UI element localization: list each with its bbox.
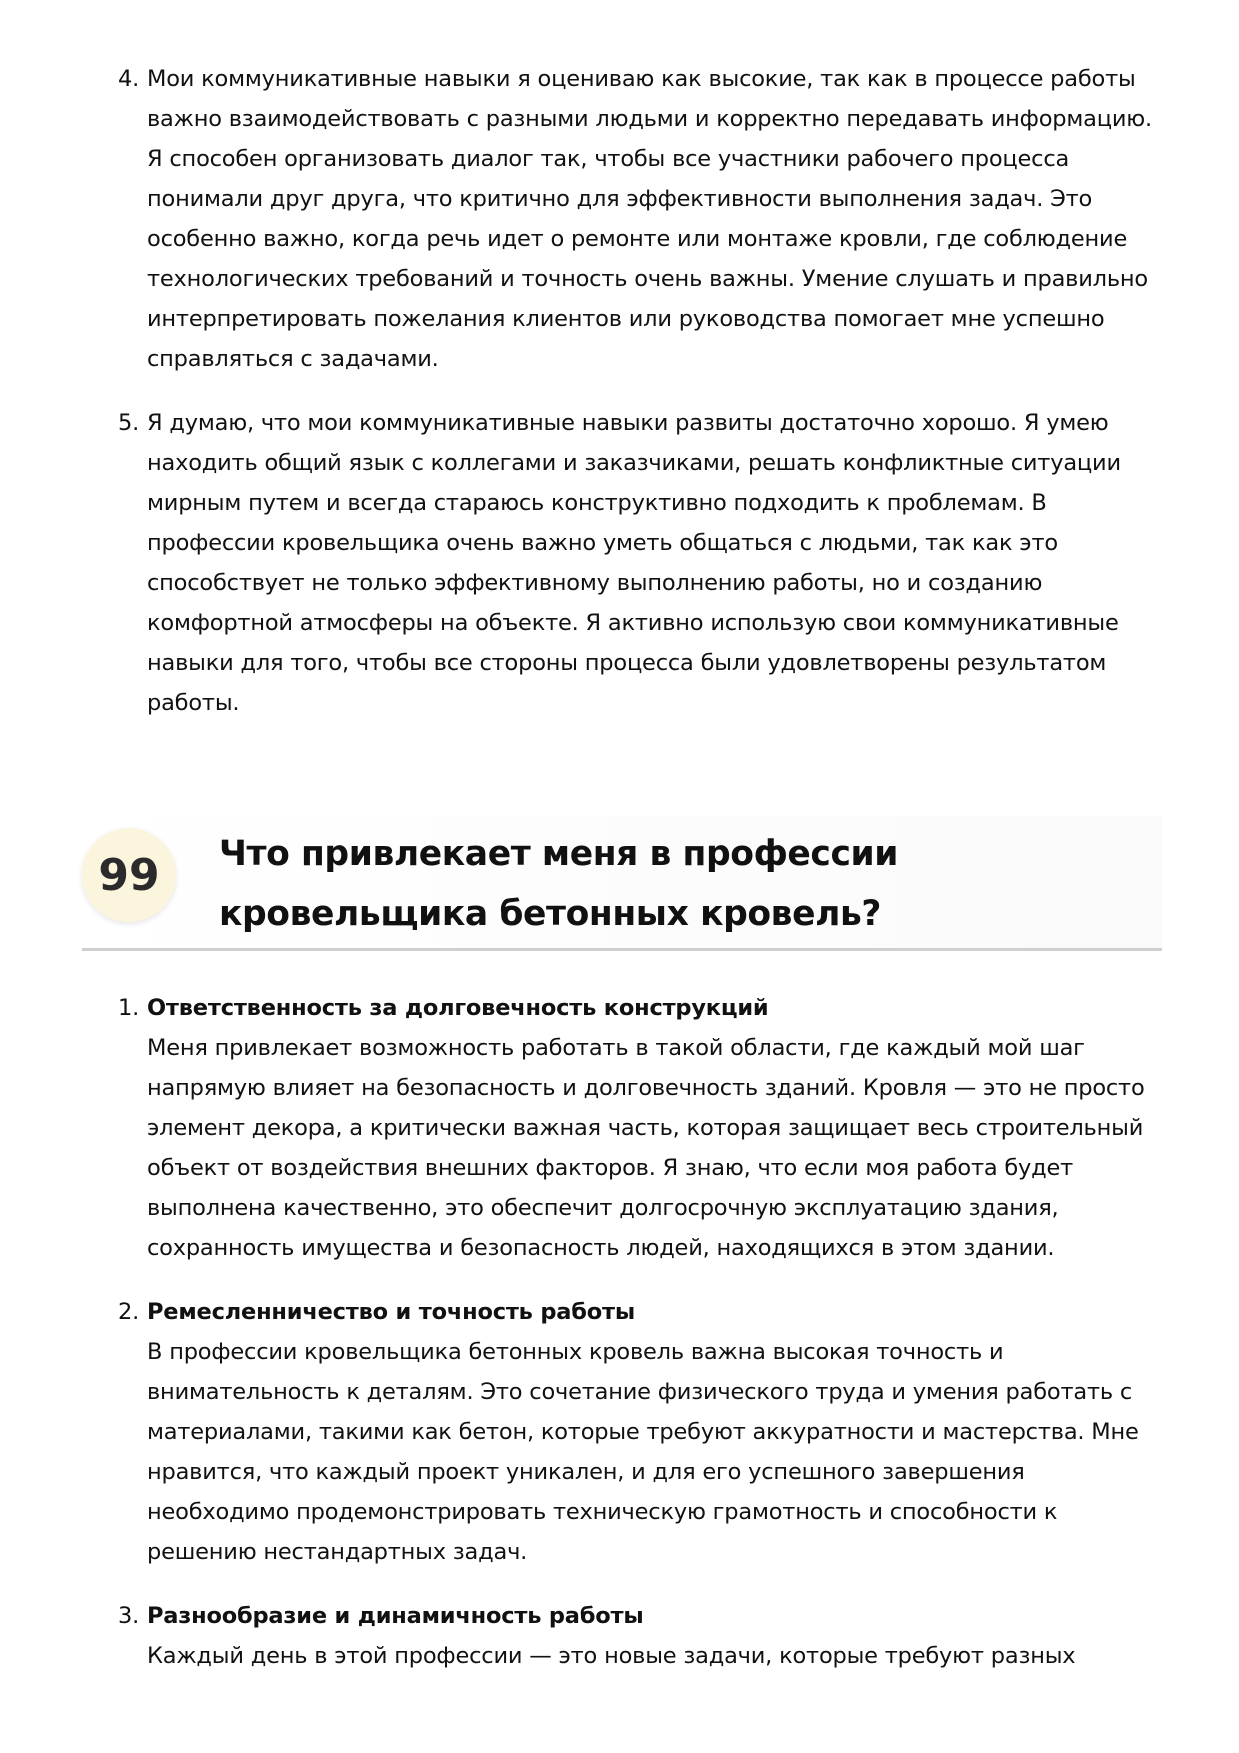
previous-answers-list [118, 59, 1168, 723]
list-item-text: Меня привлекает возможность работать в такой области, где каждый мой шаг напрямую влияет на безопасность и долговечность зданий. Кровля — это не просто элемент декора, а критически важная часть, которая защищает весь строительный объект от воздействия внешних факторов. Я знаю, что если моя работа будет выполнена качественно, это обеспечит долгосрочную эксплуатацию здания, сохранность имущества и безопасность людей, находящихся в этом здании. [147, 1035, 1145, 1261]
question-number-badge: 99 [82, 828, 176, 922]
list-item-title: Разнообразие и динамичность работы [147, 1603, 644, 1629]
list-item-title: Ответственность за долговечность конструкций [147, 995, 769, 1021]
list-item-number: 4. [118, 66, 140, 92]
list-item-number: 1. [118, 995, 140, 1021]
list-item-text: Я думаю, что мои коммуникативные навыки развиты достаточно хорошо. Я умею находить общий язык с коллегами и заказчиками, решать конфликтные ситуации мирным путем и всегда стараюсь конструктивно подходить к проблемам. В профессии кровельщика очень важно уметь общаться с людьми, так как это способствует не только эффективному выполнению работы, но и созданию комфортной атмосферы на объекте. Я активно использую свои коммуникативные навыки для того, чтобы все стороны процесса были удовлетворены результатом работы. [147, 410, 1121, 716]
list-item-number: 3. [118, 1603, 140, 1629]
question-title: Что привлекает меня в профессии кровельщика бетонных кровель? [219, 834, 899, 934]
list-item [118, 1292, 1168, 1572]
list-item [118, 403, 1168, 723]
list-item [118, 59, 1168, 379]
list-item-text: Каждый день в этой профессии — это новые задачи, которые требуют разных [147, 1643, 1076, 1669]
list-item [118, 988, 1168, 1268]
list-item-text: Мои коммуникативные навыки я оцениваю как высокие, так как в процессе работы важно взаимодействовать с разными людьми и корректно передавать информацию. Я способен организовать диалог так, чтобы все участники рабочего процесса понимали друг друга, что критично для эффективности выполнения задач. Это особенно важно, когда речь идет о ремонте или монтаже кровли, где соблюдение технологических требований и точность очень важны. Умение слушать и правильно интерпретировать пожелания клиентов или руководства помогает мне успешно справляться с задачами. [147, 66, 1152, 372]
question-header [82, 816, 1162, 951]
answers-list [118, 988, 1168, 1676]
list-item [118, 1596, 1168, 1676]
list-item-number: 5. [118, 410, 140, 436]
list-item-text: В профессии кровельщика бетонных кровель важна высокая точность и внимательность к деталям. Это сочетание физического труда и умения работать с материалами, такими как бетон, которые требуют аккуратности и мастерства. Мне нравится, что каждый проект уникален, и для его успешного завершения необходимо продемонстрировать техническую грамотность и способности к решению нестандартных задач. [147, 1339, 1139, 1565]
list-item-title: Ремесленничество и точность работы [147, 1299, 635, 1325]
list-item-number: 2. [118, 1299, 140, 1325]
